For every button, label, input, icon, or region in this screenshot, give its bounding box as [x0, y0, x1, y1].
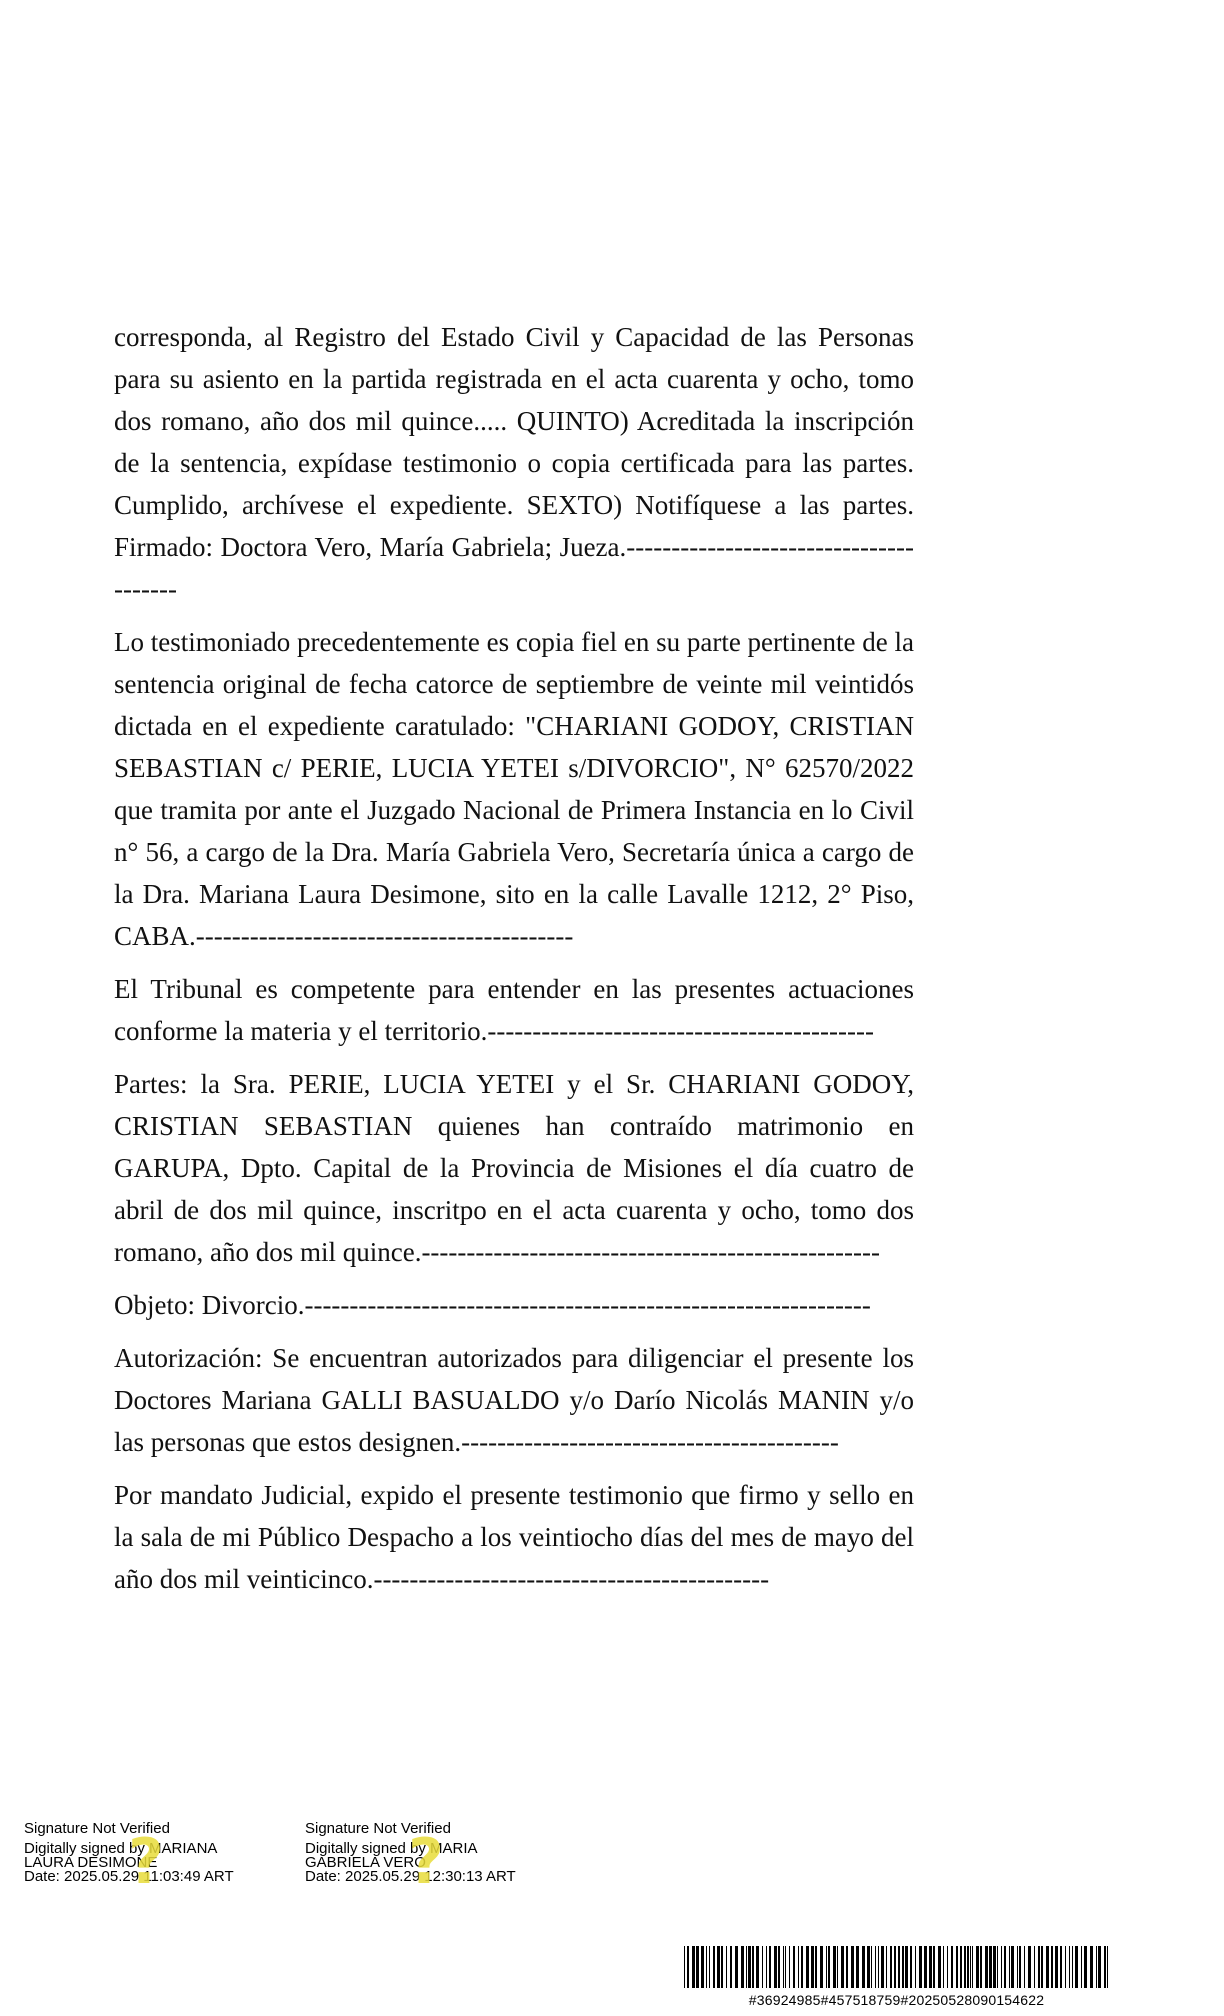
barcode-bar: [989, 1946, 992, 1988]
barcode-bar: [756, 1946, 759, 1988]
barcode-bar: [943, 1946, 944, 1988]
barcode-bar: [1011, 1946, 1014, 1988]
signature-status: Signature Not Verified: [305, 1820, 451, 1837]
barcode-bar: [997, 1946, 998, 1988]
barcode-bar: [730, 1946, 732, 1988]
barcode-bar: [929, 1946, 932, 1988]
barcode-bar: [862, 1946, 865, 1988]
paragraph-parties: Partes: la Sra. PERIE, LUCIA YETEI y el Sr. CHARIANI GODOY, CRISTIAN SEBASTIAN quienes han contraído matrimonio en GARUPA, Dpto. Capital de la Provincia de Misiones el día cuatro de abril de dos mil quince, inscritpo en el acta cuarenta y ocho, tomo dos romano, año dos mil quince.---------------------------------------------------: [114, 1069, 914, 1267]
barcode-bar: [1017, 1946, 1018, 1988]
barcode-bar: [851, 1946, 854, 1988]
barcode-bar: [709, 1946, 710, 1988]
barcode-bar: [820, 1946, 823, 1988]
barcode-bar: [1084, 1946, 1087, 1988]
signature-signer-line: Digitally signed by MARIA: [305, 1840, 478, 1857]
barcode-bar: [713, 1946, 715, 1988]
barcode-bar: [828, 1946, 830, 1988]
signature-status: Signature Not Verified: [24, 1820, 170, 1837]
barcode-bar: [915, 1946, 916, 1988]
paragraph-testimony: Lo testimoniado precedentemente es copia fiel en su parte pertinente de la sentencia original de fecha catorce de septiembre de veinte mil veintidós dictada en el expediente caratulado: "CHARIANI GODOY, CRISTIAN SEBASTIAN c/ PERIE, LUCIA YETEI s/DIVORCIO", N° 62570/2022 que tramita por ante el Juzgado Nacional de Primera Instancia en lo Civil n° 56, a cargo de la Dra. María Gabriela Vero, Secretaría única a cargo de la Dra. Mariana Laura Desimone, sito en la calle Lavalle 1212, 2° Piso, CABA.------------------------------------------: [114, 627, 914, 951]
barcode-bar: [798, 1946, 799, 1988]
barcode-bar: [964, 1946, 966, 1988]
barcode-bar: [1009, 1946, 1010, 1988]
barcode-bar: [692, 1946, 695, 1988]
signature-date: Date: 2025.05.29 12:30:13 ART: [305, 1868, 516, 1885]
barcode-bar: [746, 1946, 747, 1988]
barcode-bar: [1069, 1946, 1070, 1988]
paragraph-object: Objeto: Divorcio.---------------------------------------------------------------: [114, 1290, 871, 1320]
barcode-bar: [967, 1946, 969, 1988]
barcode-bar: [833, 1946, 836, 1988]
barcode-bar: [793, 1946, 795, 1988]
barcode-bar: [846, 1946, 848, 1988]
barcode-bar: [905, 1946, 908, 1988]
barcode: [684, 1946, 1109, 1988]
barcode-bar: [1001, 1946, 1002, 1988]
barcode-bar: [881, 1946, 884, 1988]
barcode-bar: [1019, 1946, 1021, 1988]
barcode-bar: [1051, 1946, 1053, 1988]
barcode-bar: [919, 1946, 922, 1988]
barcode-bar: [826, 1946, 827, 1988]
paragraph-authorization: Autorización: Se encuentran autorizados para diligenciar el presente los Doctores Mariana GALLI BASUALDO y/o Darío Nicolás MANIN y/o las personas que estos designen.------------------------------------------: [114, 1343, 914, 1457]
barcode-bar: [985, 1946, 988, 1988]
barcode-bar: [938, 1946, 941, 1988]
barcode-bar: [1041, 1946, 1043, 1988]
barcode-bar: [1004, 1946, 1006, 1988]
barcode-bar: [806, 1946, 809, 1988]
barcode-bar: [841, 1946, 844, 1988]
barcode-bar: [1024, 1946, 1025, 1988]
barcode-bar: [1038, 1946, 1040, 1988]
barcode-bar: [924, 1946, 927, 1988]
barcode-bar: [769, 1946, 771, 1988]
barcode-bar: [1055, 1946, 1058, 1988]
signature-date: Date: 2025.05.29 11:03:49 ART: [24, 1868, 234, 1885]
barcode-bar: [960, 1946, 962, 1988]
barcode-bar: [815, 1946, 817, 1988]
barcode-bar: [726, 1946, 727, 1988]
barcode-bar: [1046, 1946, 1049, 1988]
barcode-text: #36924985#457518759#20250528090154622: [748, 1992, 1045, 2008]
barcode-bar: [972, 1946, 973, 1988]
barcode-bar: [1034, 1946, 1035, 1988]
barcode-bar: [1081, 1946, 1082, 1988]
barcode-bar: [933, 1946, 935, 1988]
barcode-bar: [875, 1946, 876, 1988]
barcode-bar: [890, 1946, 892, 1988]
barcode-bar: [684, 1946, 685, 1988]
barcode-bar: [1096, 1946, 1097, 1988]
barcode-bar: [894, 1946, 896, 1988]
barcode-bar: [706, 1946, 707, 1988]
barcode-bar: [951, 1946, 953, 1988]
barcode-bar: [1028, 1946, 1031, 1988]
signature-signer-line: Digitally signed by MARIANA: [24, 1840, 218, 1857]
barcode-bar: [1104, 1946, 1106, 1988]
paragraph-competence: El Tribunal es competente para entender en las presentes actuaciones conforme la materia y el territorio.-------------------------------------------: [114, 974, 914, 1046]
barcode-bar: [748, 1946, 751, 1988]
barcode-bar: [1098, 1946, 1101, 1988]
barcode-bar: [774, 1946, 777, 1988]
barcode-bar: [956, 1946, 958, 1988]
barcode-bar: [837, 1946, 838, 1988]
barcode-bar: [867, 1946, 870, 1988]
signature-signer-name: GABRIELA VERO: [305, 1854, 426, 1871]
paragraph-mandate: Por mandato Judicial, expido el presente testimonio que firmo y sello en la sala de mi Público Despacho a los veintiocho días del mes de mayo del año dos mil veinticinco.--------------------------------------------: [114, 1480, 914, 1594]
barcode-bar: [811, 1946, 814, 1988]
barcode-bar: [898, 1946, 900, 1988]
question-mark-icon: ?: [408, 1825, 444, 1898]
barcode-bar: [783, 1946, 784, 1988]
barcode-bar: [717, 1946, 720, 1988]
signature-signer-name: LAURA DESIMONE: [24, 1854, 158, 1871]
barcode-bar: [871, 1946, 872, 1988]
barcode-bar: [1065, 1946, 1066, 1988]
barcode-bar: [721, 1946, 723, 1988]
barcode-bar: [785, 1946, 786, 1988]
barcode-bar: [910, 1946, 912, 1988]
question-mark-icon: ?: [128, 1825, 164, 1898]
barcode-bar: [778, 1946, 780, 1988]
document-body: [114, 316, 914, 1611]
barcode-bar: [766, 1946, 767, 1988]
barcode-bar: [701, 1946, 704, 1988]
barcode-bar: [762, 1946, 763, 1988]
barcode-bar: [1072, 1946, 1073, 1988]
barcode-bar: [878, 1946, 879, 1988]
barcode-bar: [1060, 1946, 1062, 1988]
barcode-bar: [741, 1946, 744, 1988]
barcode-bar: [1075, 1946, 1078, 1988]
barcode-bar: [1107, 1946, 1108, 1988]
paragraph-resolution: corresponda, al Registro del Estado Civil y Capacidad de las Personas para su asiento en la partida registrada en el acta cuarenta y ocho, tomo dos romano, año dos mil quince..... QUINTO) Acreditada la inscripción de la sentencia, expídase testimonio o copia certificada para las partes. Cumplido, archívese el expediente. SEXTO) Notifíquese a las partes. Firmado: Doctora Vero, María Gabriela; Jueza.---------------------------------------: [114, 322, 914, 604]
barcode-bar: [902, 1946, 904, 1988]
barcode-bar: [1090, 1946, 1093, 1988]
barcode-bar: [947, 1946, 948, 1988]
barcode-bar: [976, 1946, 979, 1988]
barcode-bar: [856, 1946, 859, 1988]
barcode-bar: [789, 1946, 790, 1988]
barcode-bar: [886, 1946, 887, 1988]
barcode-bar: [980, 1946, 982, 1988]
barcode-bar: [993, 1946, 996, 1988]
barcode-bar: [735, 1946, 738, 1988]
barcode-bar: [752, 1946, 754, 1988]
barcode-bar: [970, 1946, 971, 1988]
barcode-bar: [696, 1946, 699, 1988]
barcode-bar: [687, 1946, 689, 1988]
barcode-bar: [801, 1946, 803, 1988]
